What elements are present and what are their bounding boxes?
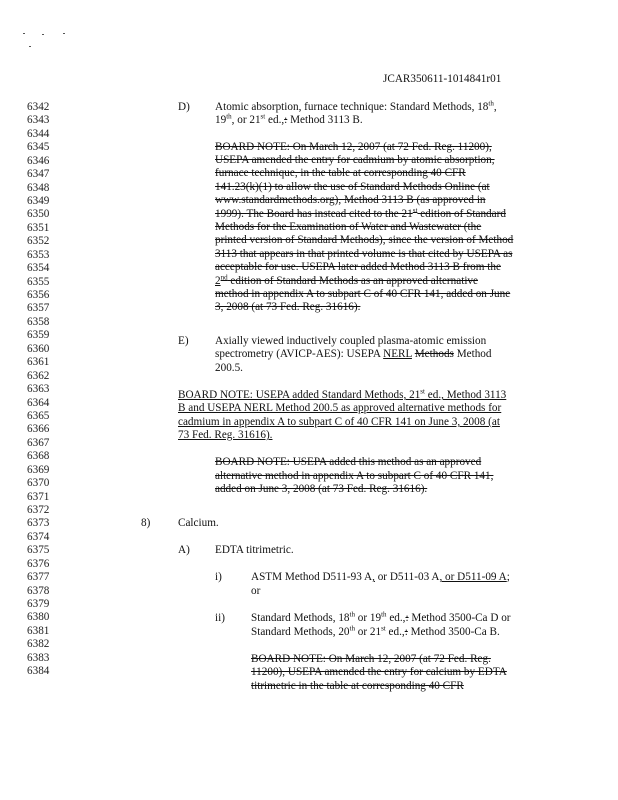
board-note-line-3: cadmium in appendix A to subpart C of 40 CFR 141 on June 3, 2008 (at [178, 416, 500, 428]
line-number: 6353 [27, 248, 50, 261]
note-d-line-1: BOARD NOTE: On March 12, 2007 (at 72 Fed. Reg. 11200), [215, 141, 492, 153]
line-number: 6349 [27, 195, 50, 207]
board-note-line-1: BOARD NOTE: USEPA added Standard Methods, 21st ed., Method 3113 [178, 387, 507, 401]
item-d-marker: D) [178, 101, 190, 113]
line-number: 6348 [27, 181, 50, 194]
line-number: 6383 [27, 651, 50, 664]
line-number: 6358 [27, 315, 50, 328]
line-number: 6376 [27, 557, 50, 570]
line-number: 6345 [27, 141, 50, 154]
line-number: 6364 [27, 396, 50, 409]
item-a-marker: A) [178, 544, 190, 556]
item-a-label: EDTA titrimetric. [215, 544, 294, 556]
line-number: 6382 [27, 638, 50, 651]
line-number: 6380 [27, 611, 50, 624]
line-number: 6346 [27, 154, 50, 167]
line-number: 6378 [27, 584, 50, 597]
scan-mark [42, 34, 44, 35]
line-number: 6372 [27, 503, 50, 516]
line-number: 6350 [27, 208, 50, 221]
note-ii-line-2: 11200), USEPA amended the entry for calcium by EDTA [251, 666, 507, 678]
note-ii-line-3: titrimetric in the table at corresponding 40 CFR [251, 680, 464, 692]
line-number: 6366 [27, 423, 50, 436]
note-d-line-10: acceptable for use. USEPA later added Method 3113 B from the [215, 261, 501, 273]
line-number: 6361 [27, 356, 50, 369]
item-e-marker: E) [178, 335, 189, 347]
line-number: 6356 [27, 289, 50, 301]
note-d-line-9: 3113 that appears in that printed volume is that cited by USEPA as [215, 248, 513, 260]
line-number: 6357 [27, 302, 50, 315]
line-number: 6355 [27, 275, 50, 288]
board-note-line-2: B and USEPA NERL Method 200.5 as approved alternative methods for [178, 402, 502, 414]
note-d-line-2: USEPA amended the entry for cadmium by atomic absorption, [215, 154, 495, 166]
item-ii-marker: ii) [215, 612, 225, 624]
line-number: 6375 [27, 544, 50, 557]
item-i-line-2: or [251, 585, 261, 597]
line-number: 6359 [27, 329, 50, 342]
item-i-marker: i) [215, 571, 222, 583]
board-note-line-4: 73 Fed. Reg. 31616). [178, 429, 273, 441]
note-e-strike-line-1: BOARD NOTE: USEPA added this method as an approved [215, 456, 482, 468]
line-number: 6384 [27, 665, 50, 678]
line-number: 6344 [27, 127, 50, 140]
item-i-line-1: ASTM Method D511-93 A, or D511-03 A, or D511-09 A; [251, 571, 510, 583]
item-e-line-3: 200.5. [215, 362, 243, 374]
item-e-line-1: Axially viewed inductively coupled plasma-atomic emission [215, 335, 487, 347]
note-e-strike-line-3: added on June 3, 2008 (at 73 Fed. Reg. 31616). [215, 483, 428, 495]
item-8-label: Calcium. [178, 517, 219, 529]
line-number: 6347 [27, 168, 50, 181]
line-number: 6365 [27, 409, 50, 422]
line-number: 6379 [27, 597, 50, 610]
line-number: 6351 [27, 221, 50, 234]
item-d-line-1: Atomic absorption, furnace technique: Standard Methods, 18th, [215, 99, 497, 113]
note-d-line-6: 1999). The Board has instead cited to the 21st edition of Standard [215, 206, 506, 220]
line-number: 6352 [27, 235, 50, 248]
line-number: 6354 [27, 262, 50, 275]
note-d-line-7: Methods for the Examination of Water and Wastewater (the [215, 221, 482, 233]
note-e-strike-line-2: alternative method in appendix A to subpart C of 40 CFR 141, [215, 470, 494, 482]
line-number: 6342 [27, 101, 50, 113]
line-number: 6368 [27, 450, 50, 463]
line-number: 6374 [27, 530, 50, 543]
note-d-line-11: 2nd edition of Standard Methods as an approved alternative [215, 273, 478, 287]
note-d-line-13: 3, 2008 (at 73 Fed. Reg. 31616). [215, 301, 361, 313]
line-number: 6370 [27, 477, 50, 489]
item-ii-line-2: Standard Methods, 20th or 21st ed.,: Method 3500-Ca B. [251, 624, 500, 638]
document-id: JCAR350611-1014841r01 [383, 73, 502, 85]
note-ii-line-1: BOARD NOTE: On March 12, 2007 (at 72 Fed. Reg. [251, 653, 491, 665]
line-number: 6377 [27, 571, 50, 583]
line-number: 6363 [27, 383, 50, 395]
line-number: 6343 [27, 114, 50, 127]
note-d-line-12: method in appendix A to subpart C of 40 CFR 141, added on June [215, 288, 511, 300]
line-number: 6367 [27, 436, 50, 449]
note-d-line-8: printed version of Standard Methods), since the version of Method [215, 234, 514, 246]
scan-mark [29, 46, 31, 47]
item-ii-line-1: Standard Methods, 18th or 19th ed.,: Method 3500-Ca D or [251, 610, 511, 624]
note-d-line-5: www.standardmethods.org), Method 3113 B (as approved in [215, 194, 486, 206]
line-number: 6373 [27, 517, 50, 530]
line-number: 6360 [27, 342, 50, 355]
line-number: 6369 [27, 463, 50, 476]
item-e-line-2: spectrometry (AVICP-AES): USEPA NERL Methods Method [215, 348, 492, 360]
line-number: 6381 [27, 624, 50, 637]
item-8-marker: 8) [141, 517, 151, 529]
scan-mark [63, 33, 65, 34]
line-number: 6371 [27, 490, 50, 503]
note-d-line-4: 141.23(k)(1) to allow the use of Standard Methods Online (at [215, 181, 490, 193]
line-number: 6362 [27, 369, 50, 382]
scan-mark [23, 33, 25, 34]
item-d-line-2: 19th, or 21st ed.,: Method 3113 B. [215, 112, 363, 126]
note-d-line-3: furnace technique, in the table at corresponding 40 CFR [215, 167, 466, 179]
